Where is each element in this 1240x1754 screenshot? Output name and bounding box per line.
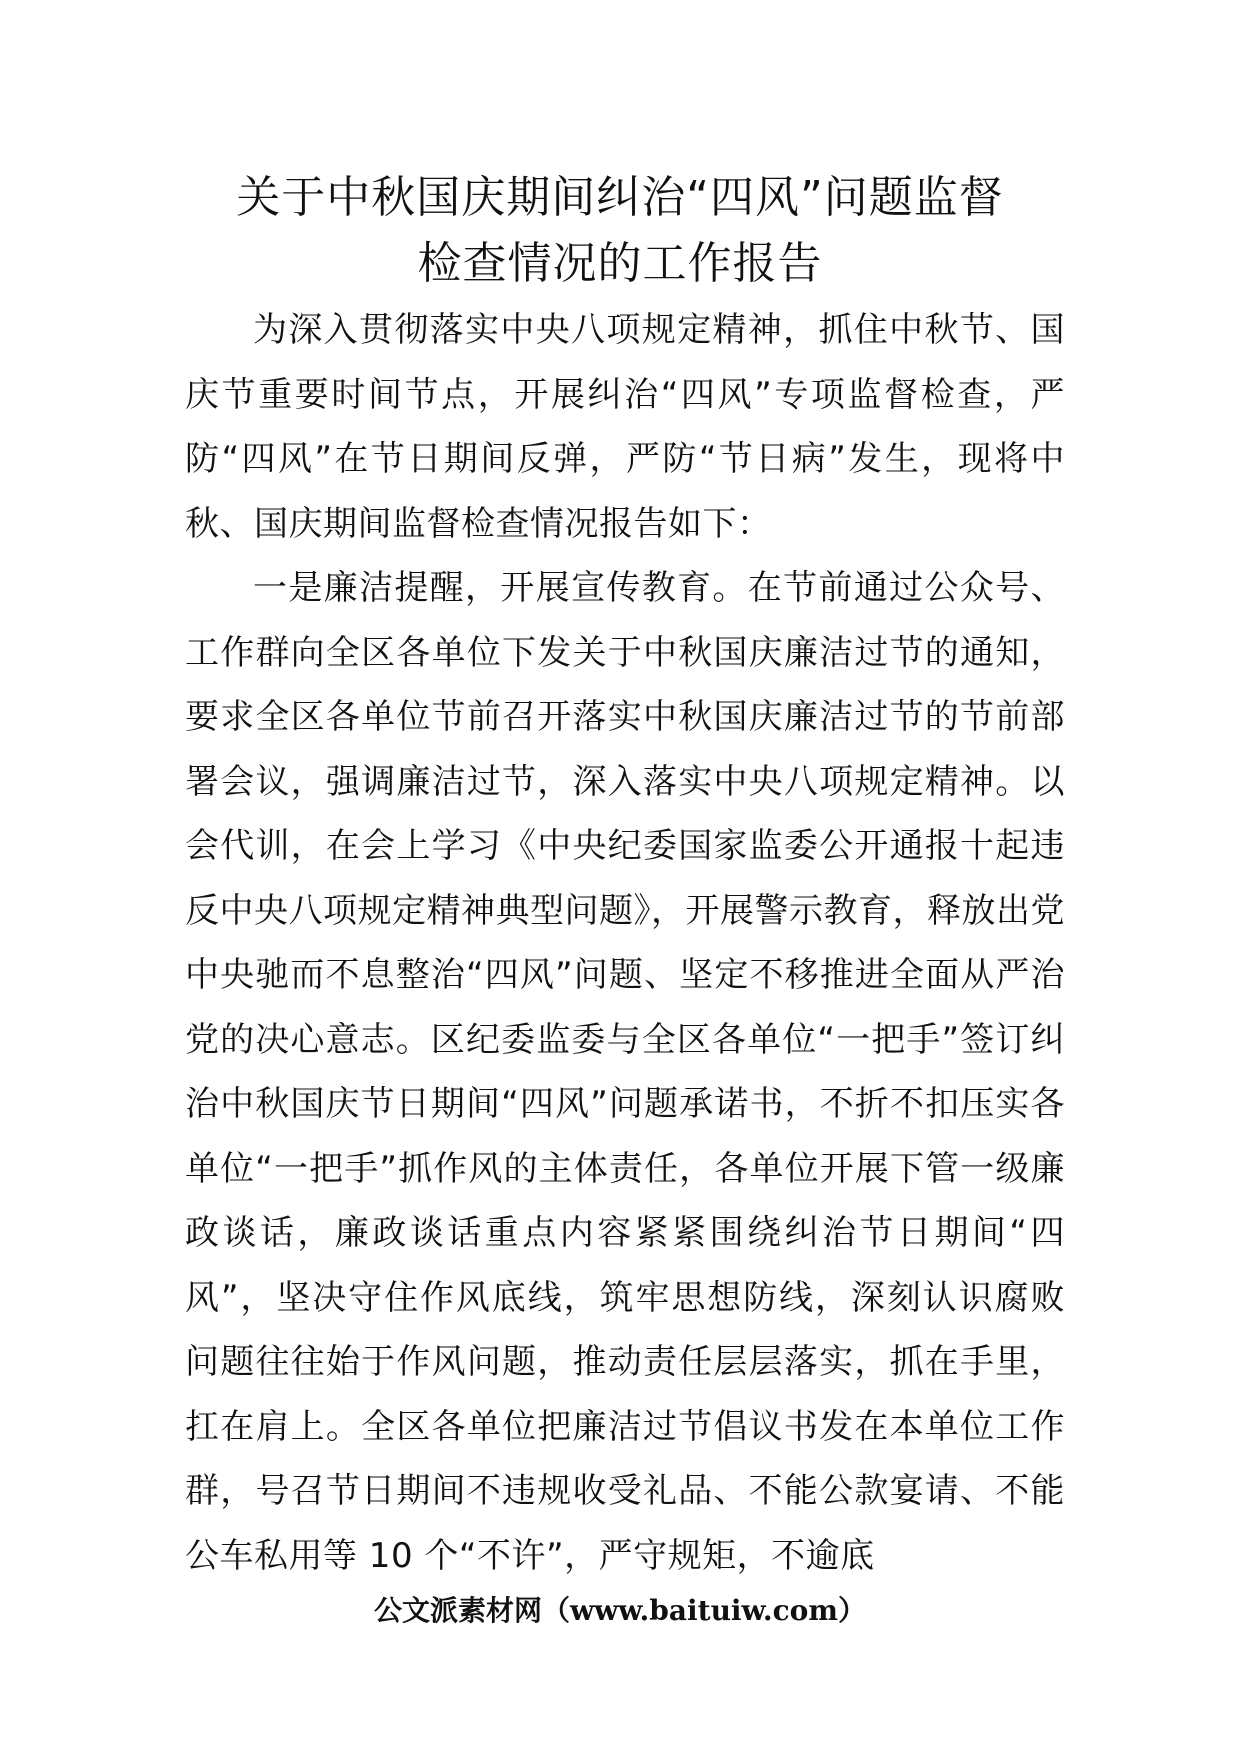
paragraph-section-1: 一是廉洁提醒，开展宣传教育。在节前通过公众号、工作群向全区各单位下发关于中秋国庆廉洁过节的通知，要求全区各单位节前召开落实中秋国庆廉洁过节的节前部署会议，强调廉洁过节，深入落实中央八项规定精神。以会代训，在会上学习《中央纪委国家监委公开通报十起违反中央八项规定精神典型问题》，开展警示教育，释放出党中央驰而不息整治“四风”问题、坚定不移推进全面从严治党的决心意志。区纪委监委与全区各单位“一把手”签订纠治中秋国庆节日期间“四风”问题承诺书，不折不扣压实各单位“一把手”抓作风的主体责任，各单位开展下管一级廉政谈话，廉政谈话重点内容紧紧围绕纠治节日期间“四风”，坚决守住作风底线，筑牢思想防线，深刻认识腐败问题往往始于作风问题，推动责任层层落实，抓在手里，扛在肩上。全区各单位把廉洁过节倡议书发在本单位工作群，号召节日期间不违规收受礼品、不能公款宴请、不能公车私用等 10 个“不许”，严守规矩，不逾底 — [185, 568, 1065, 1576]
document-body — [185, 298, 1065, 1588]
paragraph-intro: 为深入贯彻落实中央八项规定精神，抓住中秋节、国庆节重要时间节点，开展纠治“四风”专项监督检查，严防“四风”在节日期间反弹，严防“节日病”发生，现将中秋、国庆期间监督检查情况报告如下： — [185, 310, 1065, 544]
document-title-line-1: 关于中秋国庆期间纠治“四风”问题监督 — [236, 172, 1004, 223]
document-title-line-2: 检查情况的工作报告 — [417, 238, 823, 289]
footer-watermark: 公文派素材网（www.baituiw.com） — [374, 1594, 866, 1627]
